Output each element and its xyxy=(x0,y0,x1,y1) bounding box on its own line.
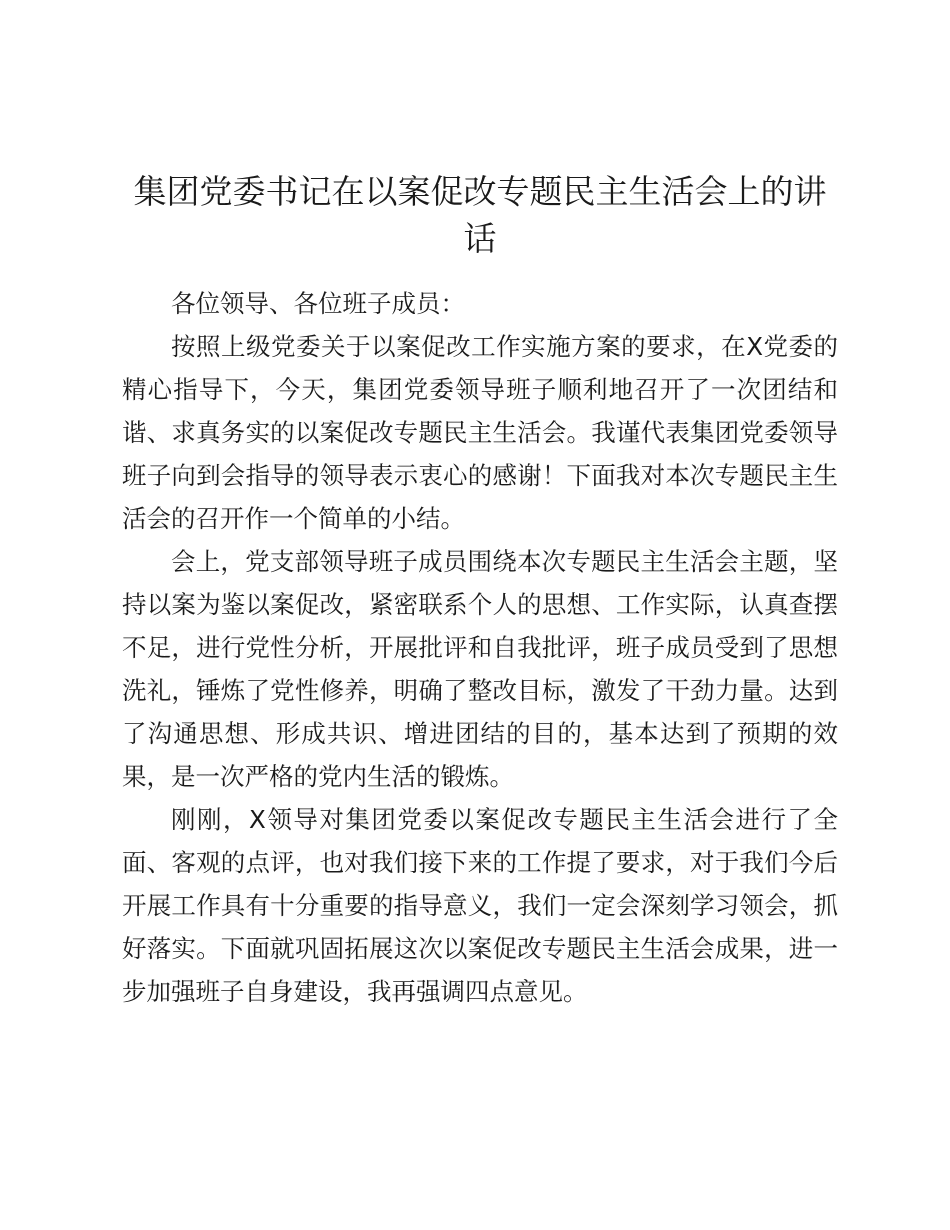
salutation-paragraph: 各位领导、各位班子成员： xyxy=(171,289,465,318)
body-paragraph-2: 会上，党支部领导班子成员围绕本次专题民主生活会主题，坚持以案为鉴以案促改，紧密联系个人的思想、工作实际，认真查摆不足，进行党性分析，开展批评和自我批评，班子成员受到了思想洗礼，锤炼了党性修养，明确了整改目标，激发了干劲力量。达到了沟通思想、形成共识、增进团结的目的，基本达到了预期的效果，是一次严格的党内生活的锻炼。 xyxy=(122,547,838,791)
document-title: 集团党委书记在以案促改专题民主生活会上的讲话 xyxy=(133,172,827,258)
body-paragraph-1: 按照上级党委关于以案促改工作实施方案的要求，在X党委的精心指导下，今天，集团党委领导班子顺利地召开了一次团结和谐、求真务实的以案促改专题民主生活会。我谨代表集团党委领导班子向到会指导的领导表示衷心的感谢！下面我对本次专题民主生活会的召开作一个简单的小结。 xyxy=(122,332,838,533)
document-body xyxy=(122,282,838,1013)
body-paragraph-3: 刚刚，X领导对集团党委以案促改专题民主生活会进行了全面、客观的点评，也对我们接下来的工作提了要求，对于我们今后开展工作具有十分重要的指导意义，我们一定会深刻学习领会，抓好落实。下面就巩固拓展这次以案促改专题民主生活会成果，进一步加强班子自身建设，我再强调四点意见。 xyxy=(122,805,838,1006)
